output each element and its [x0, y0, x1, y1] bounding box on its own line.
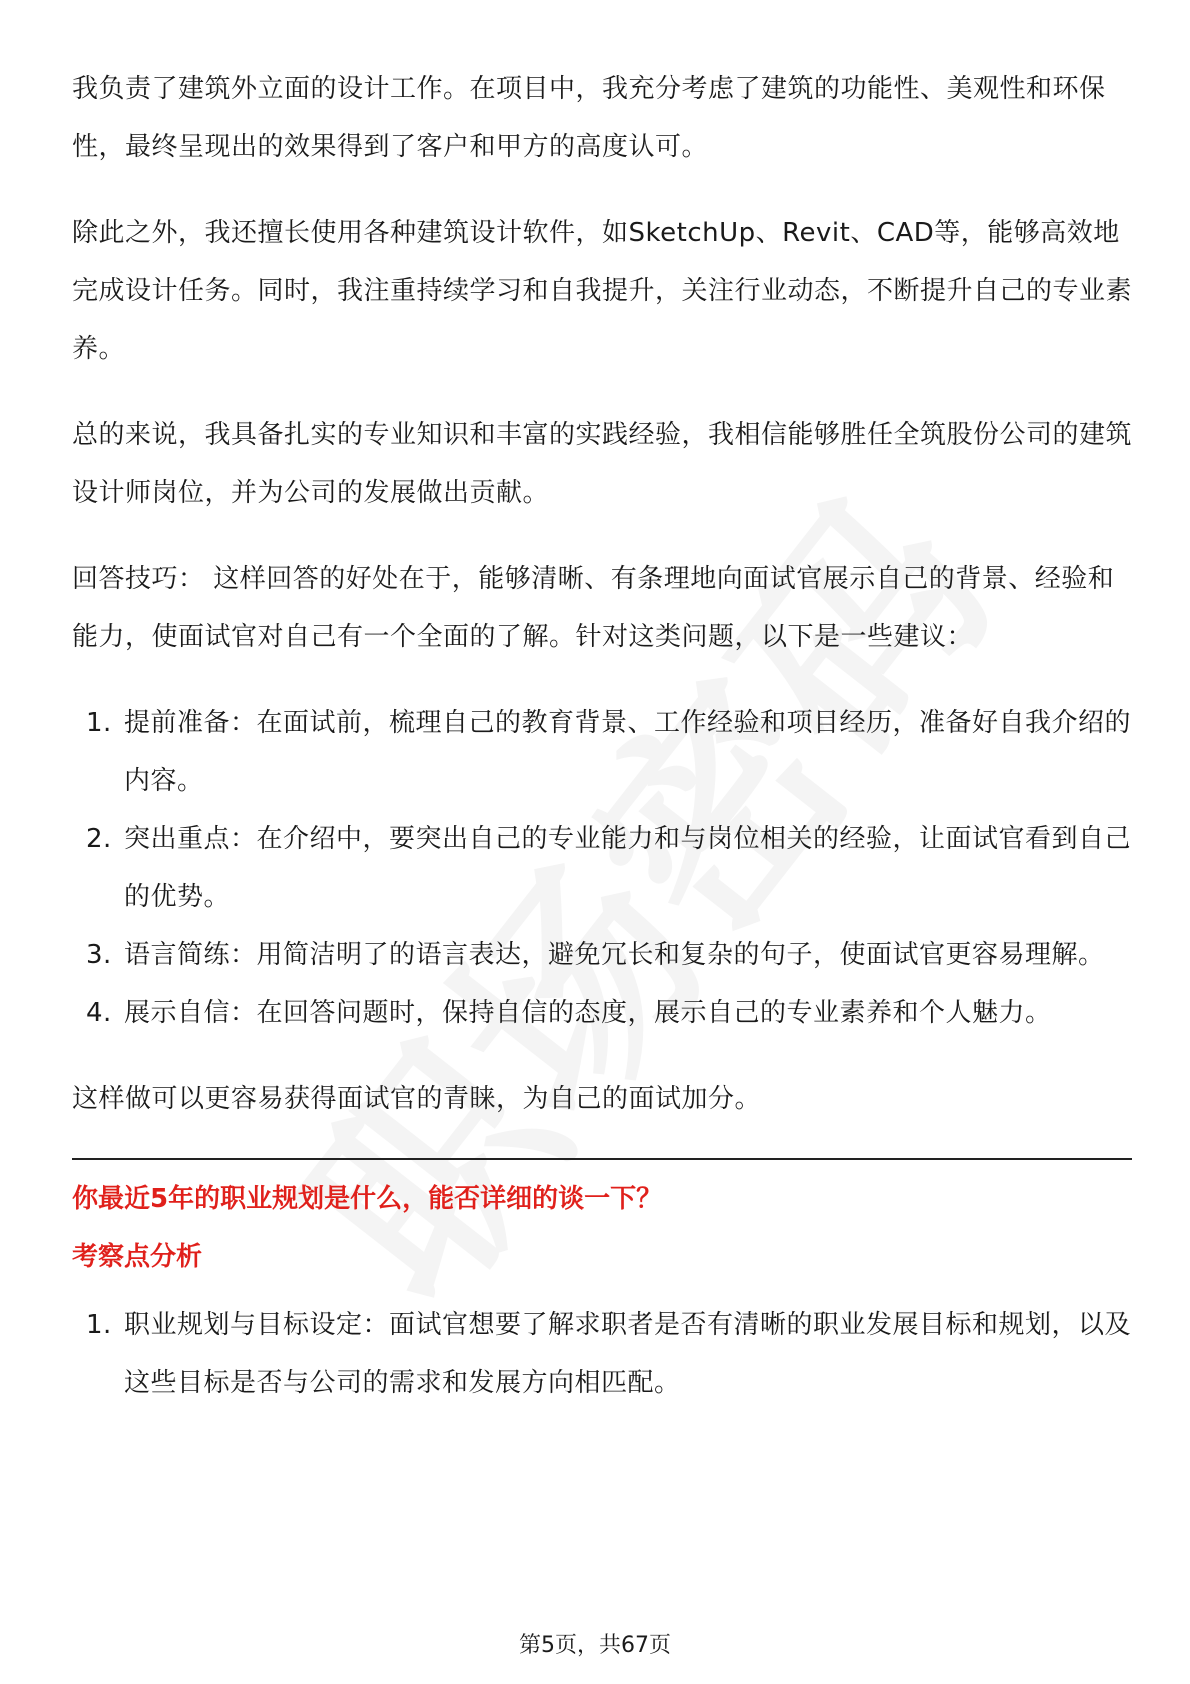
- list-number: 1.: [86, 1310, 112, 1340]
- list-item: [72, 694, 1132, 810]
- list-number: 4.: [86, 998, 112, 1028]
- list-item-text: 展示自信：在回答问题时，保持自信的态度，展示自己的专业素养和个人魅力。: [124, 998, 1052, 1028]
- list-item-text: 语言简练：用简洁明了的语言表达，避免冗长和复杂的句子，使面试官更容易理解。: [124, 940, 1105, 970]
- list-item: [72, 926, 1132, 984]
- list-item: [72, 984, 1132, 1042]
- paragraph-summary: 总的来说，我具备扎实的专业知识和丰富的实践经验，我相信能够胜任全筑股份公司的建筑设计师岗位，并为公司的发展做出贡献。: [72, 420, 1133, 508]
- list-number: 3.: [86, 940, 112, 970]
- tips-list: [72, 694, 1132, 1042]
- section-divider: [72, 1158, 1132, 1160]
- paragraph-software-skills: 除此之外，我还擅长使用各种建筑设计软件，如SketchUp、Revit、CAD等，能够高效地完成设计任务。同时，我注重持续学习和自我提升，关注行业动态，不断提升自己的专业素养。: [72, 218, 1133, 364]
- list-item-text: 职业规划与目标设定：面试官想要了解求职者是否有清晰的职业发展目标和规划，以及这些目标是否与公司的需求和发展方向相匹配。: [124, 1310, 1132, 1398]
- list-item: [72, 810, 1132, 926]
- list-item: [72, 1296, 1132, 1412]
- analysis-heading: 考察点分析: [72, 1242, 203, 1272]
- paragraph-facade-design: 我负责了建筑外立面的设计工作。在项目中，我充分考虑了建筑的功能性、美观性和环保性，最终呈现出的效果得到了客户和甲方的高度认可。: [72, 74, 1106, 162]
- list-number: 2.: [86, 824, 112, 854]
- list-item-text: 提前准备：在面试前，梳理自己的教育背景、工作经验和项目经历，准备好自我介绍的内容。: [124, 708, 1132, 796]
- paragraph-answer-tips: 回答技巧： 这样回答的好处在于，能够清晰、有条理地向面试官展示自己的背景、经验和能力，使面试官对自己有一个全面的了解。针对这类问题，以下是一些建议：: [72, 564, 1115, 652]
- closing-paragraph: 这样做可以更容易获得面试官的青睐，为自己的面试加分。: [72, 1084, 762, 1114]
- page-footer: 第5页，共67页: [519, 1633, 671, 1658]
- analysis-list: [72, 1296, 1132, 1412]
- question-heading: 你最近5年的职业规划是什么，能否详细的谈一下？: [72, 1184, 663, 1214]
- page-content: [72, 60, 1132, 1440]
- list-number: 1.: [86, 708, 112, 738]
- list-item-text: 突出重点：在介绍中，要突出自己的专业能力和与岗位相关的经验，让面试官看到自己的优势。: [124, 824, 1132, 912]
